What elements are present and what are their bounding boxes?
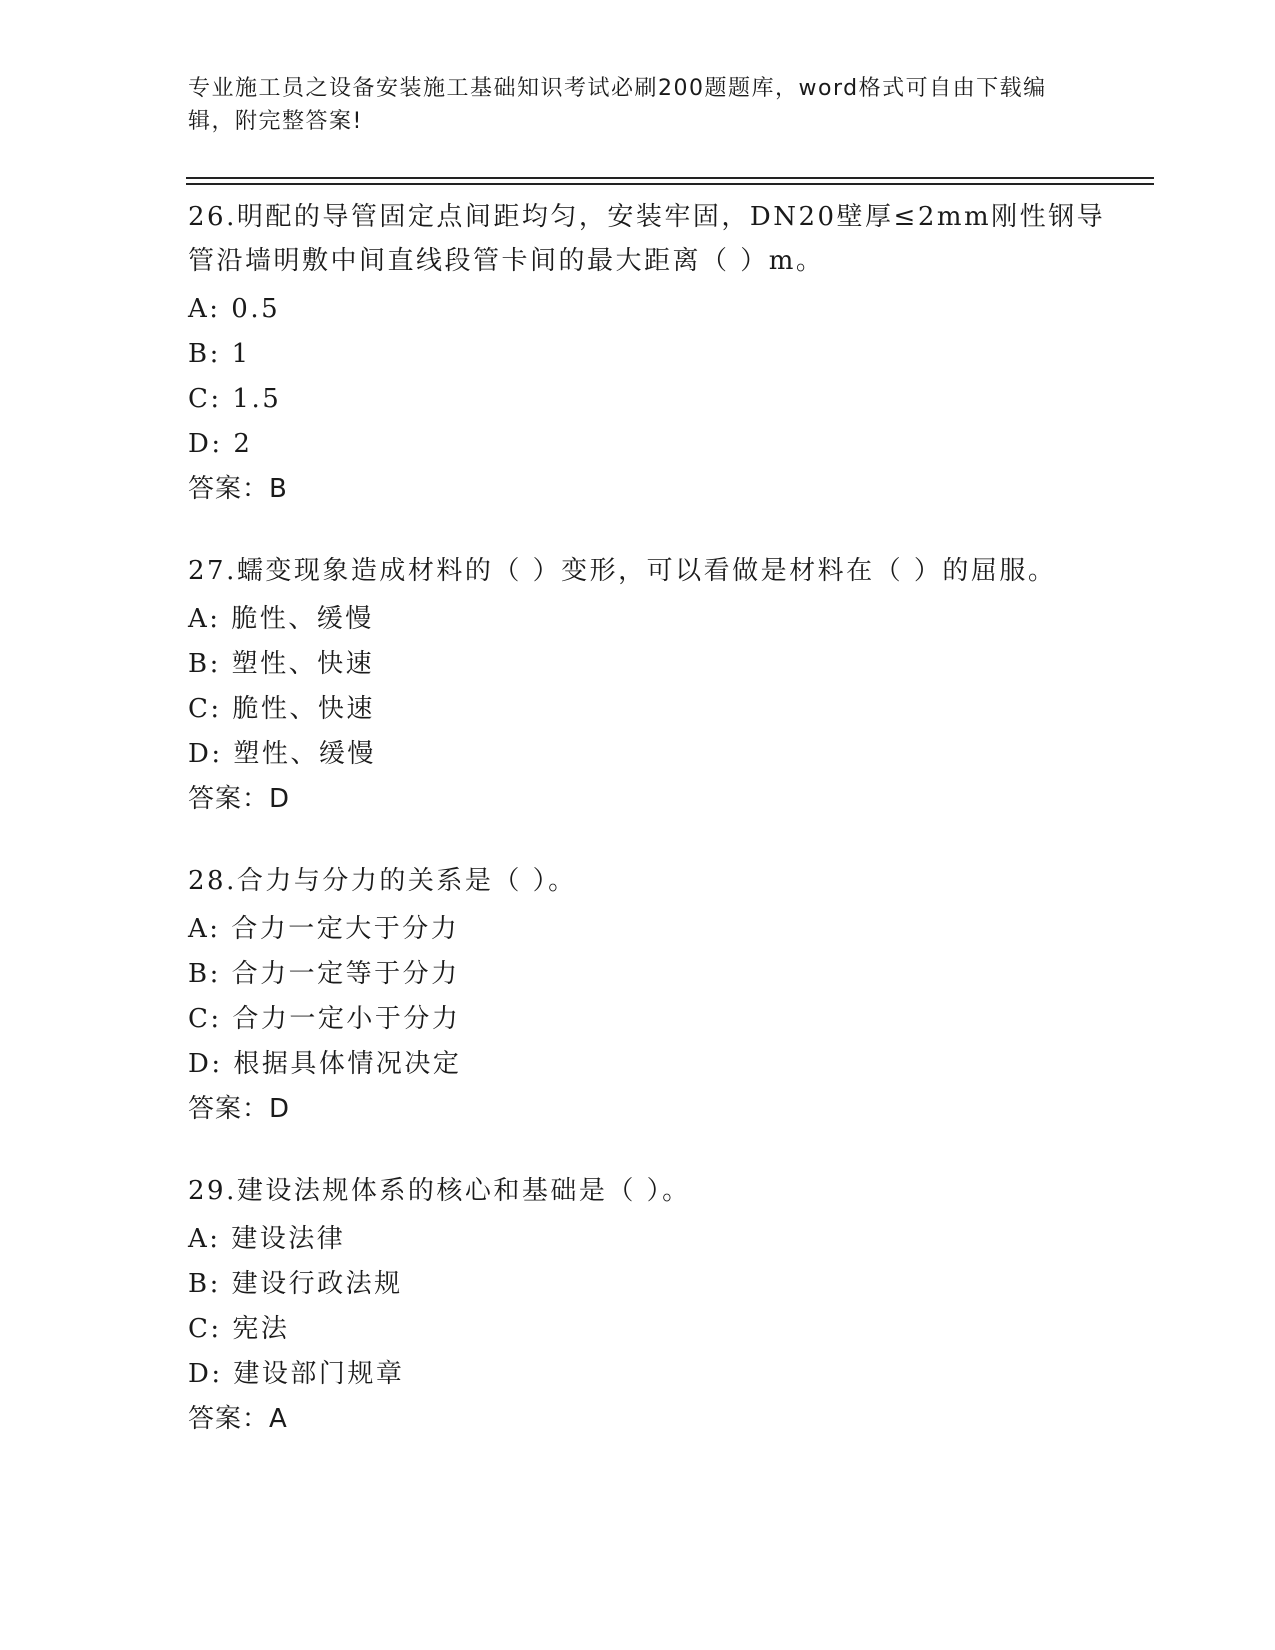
option-d: D: 塑性、缓慢	[188, 739, 376, 769]
option-c: C: 1.5	[188, 384, 282, 414]
option-c: C: 合力一定小于分力	[188, 1004, 461, 1034]
answer-line: 答案：D	[188, 1094, 291, 1124]
question-27	[188, 547, 1108, 821]
question-list	[188, 193, 1108, 1477]
option-b: B: 塑性、快速	[188, 649, 375, 679]
answer-line: 答案：A	[188, 1404, 288, 1434]
option-d: D: 2	[188, 429, 253, 459]
header-divider-top	[186, 177, 1154, 179]
question-26	[188, 193, 1108, 511]
option-d: D: 建设部门规章	[188, 1359, 405, 1389]
question-stem: 28.合力与分力的关系是（ ）。	[188, 866, 577, 896]
option-b: B: 1	[188, 339, 251, 369]
answer-line: 答案：B	[188, 474, 288, 504]
option-d: D: 根据具体情况决定	[188, 1049, 462, 1079]
option-c: C: 宪法	[188, 1314, 290, 1344]
option-c: C: 脆性、快速	[188, 694, 375, 724]
option-a: A: 建设法律	[188, 1224, 346, 1254]
question-29	[188, 1167, 1108, 1441]
header-divider-bottom	[186, 183, 1154, 185]
document-header: 专业施工员之设备安装施工基础知识考试必刷200题题库，word格式可自由下载编辑，附完整答案!	[188, 76, 1047, 134]
option-a: A: 0.5	[188, 294, 281, 324]
option-b: B: 建设行政法规	[188, 1269, 403, 1299]
question-stem: 26.明配的导管固定点间距均匀，安装牢固，DN20壁厚≤2mm刚性钢导管沿墙明敷中间直线段管卡间的最大距离（ ）m。	[188, 202, 1106, 276]
option-a: A: 合力一定大于分力	[188, 914, 460, 944]
question-stem: 29.建设法规体系的核心和基础是（ ）。	[188, 1176, 691, 1206]
question-stem: 27.蠕变现象造成材料的（ ）变形，可以看做是材料在（ ）的屈服。	[188, 556, 1057, 586]
answer-line: 答案：D	[188, 784, 291, 814]
option-b: B: 合力一定等于分力	[188, 959, 460, 989]
option-a: A: 脆性、缓慢	[188, 604, 374, 634]
question-28	[188, 857, 1108, 1131]
